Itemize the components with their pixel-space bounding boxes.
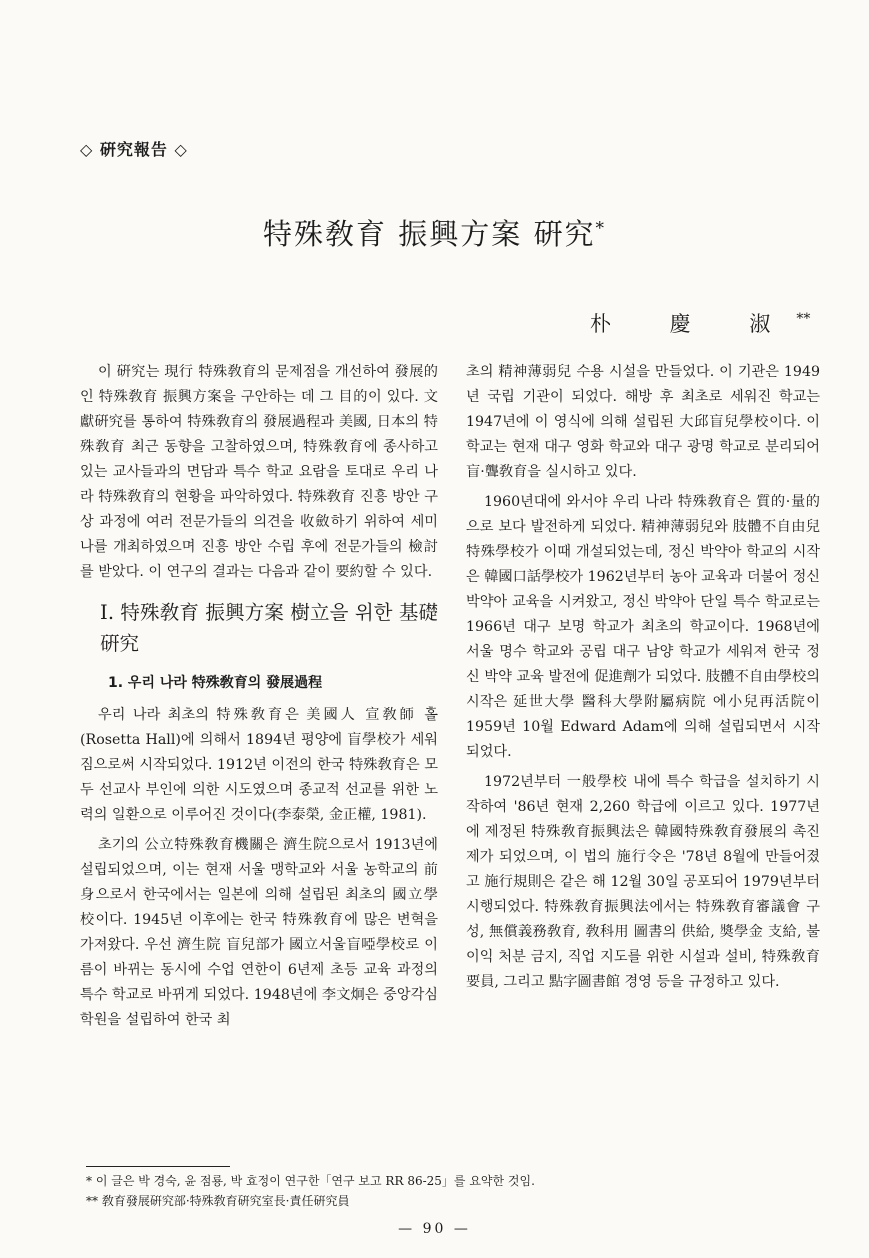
section-heading: Ⅰ. 特殊敎育 振興方案 樹立을 위한 基礎硏究 <box>100 601 438 655</box>
author-name-text: 朴 慶 淑 <box>590 312 797 336</box>
title-footnote-mark: * <box>595 218 606 239</box>
footnote-2: ** 敎育發展硏究部·特殊敎育硏究室長·責任硏究員 <box>86 1194 350 1208</box>
body-paragraph: 1972년부터 一般學校 내에 특수 학급을 설치하기 시작하여 '86년 현재 2,260 학급에 이르고 있다. 1977년에 제정된 特殊敎育振興法은 韓國特殊敎育發展의 촉진제가 되었으며, 이 법의 施行令은 '78년 8월에 만들어졌고 施行規則은 같은 해 12월 30일 공포되어 1979년부터 시행되었다. 特殊敎育振興法에서는 特殊敎育審議會 구성, 無償義務敎育, 敎科用 圖書의 供給, 奬學金 支給, 불이익 처분 금지, 직업 지도를 위한 시설과 설비, 特殊敎育要員, 그리고 點字圖書館 경영 등을 규정하고 있다. <box>466 774 820 990</box>
subsection-heading: 1. 우리 나라 特殊敎育의 發展過程 <box>108 675 323 691</box>
author-footnote-mark: ** <box>796 311 811 327</box>
page-number: — 90 — <box>398 1221 471 1237</box>
body-paragraph: 초기의 公立特殊敎育機關은 濟生院으로서 1913년에 설립되었으며, 이는 현재 서울 맹학교와 서울 농학교의 前身으로서 한국에서는 일본에 의해 설립된 최초의 國立學校이다. 1945년 이후에는 한국 特殊敎育에 많은 변혁을 가져왔다. 우선 濟生院 盲兒部가 國立서울盲啞學校로 이름이 바뀌는 동시에 수업 연한이 6년제 초등 교육 과정의 특수 학교로 바뀌게 되었다. 1948년에 李文炯은 중앙각심학원을 설립하여 한국 최 <box>80 837 438 1028</box>
left-column <box>80 360 438 1038</box>
body-paragraph: 우리 나라 최초의 特殊敎育은 美國人 宣敎師 홀(Rosetta Hall)에 의해서 1894년 평양에 盲學校가 세워짐으로써 시작되었다. 1912년 이전의 한국 特殊敎育은 모두 선교사 부인에 의한 시도였으며 종교적 선교를 위한 노력의 일환으로 이루어진 것이다(李泰榮, 金正權, 1981). <box>80 707 438 823</box>
right-column <box>466 360 820 1000</box>
abstract-paragraph: 이 硏究는 現行 特殊敎育의 문제점을 개선하여 發展的인 特殊敎育 振興方案을 구안하는 데 그 目的이 있다. 文獻硏究를 통하여 特殊敎育의 發展過程과 美國, 日本의 特殊敎育 최근 동향을 고찰하였으며, 特殊敎育에 종사하고 있는 교사들과의 면담과 특수 학교 요람을 토대로 우리 나라 特殊敎育의 현황을 파악하였다. 特殊敎育 진흥 방안 구상 과정에 여러 전문가들의 의견을 收斂하기 위하여 세미나를 개최하였으며 진흥 방안 수립 후에 전문가들의 檢討를 받았다. 이 연구의 결과는 다음과 같이 要約할 수 있다. <box>80 364 438 580</box>
article-title-text: 特殊敎育 振興方案 硏究 <box>263 217 596 251</box>
article-title <box>0 212 869 253</box>
body-paragraph: 초의 精神薄弱兒 수용 시설을 만들었다. 이 기관은 1949년 국립 기관이 되었다. 해방 후 최초로 세워진 학교는 1947년에 이 영식에 의해 설립된 大邱盲兒學校이다. 이 학교는 현재 대구 영화 학교와 대구 광명 학교로 분리되어 盲·聾敎育을 실시하고 있다. <box>466 364 820 480</box>
footnote-1: * 이 글은 박 경숙, 윤 점룡, 박 효정이 연구한「연구 보고 RR 86-25」를 요약한 것임. <box>86 1174 535 1188</box>
footnote-divider <box>86 1166 230 1167</box>
section-kicker: ◇ 硏究報告 ◇ <box>80 140 188 159</box>
author-name <box>590 308 810 338</box>
body-paragraph: 1960년대에 와서야 우리 나라 特殊敎育은 質的·量的으로 보다 발전하게 되었다. 精神薄弱兒와 肢體不自由兒 特殊學校가 이때 개설되었는데, 정신 박약아 학교의 시작은 韓國口話學校가 1962년부터 농아 교육과 더불어 정신 박약아 교육을 시켜왔고, 정신 박약아 단일 특수 학교로는 1966년 대구 보명 학교가 최초의 학교이다. 1968년에 서울 명수 학교와 공립 대구 남양 학교가 세워져 한국 정신 박약 교육 발전에 促進劑가 되었다. 肢體不自由學校의 시작은 延世大學 醫科大學附屬病院 에小兒再活院이 1959년 10월 Edward Adam에 의해 설립되면서 시작되었다. <box>466 494 820 760</box>
